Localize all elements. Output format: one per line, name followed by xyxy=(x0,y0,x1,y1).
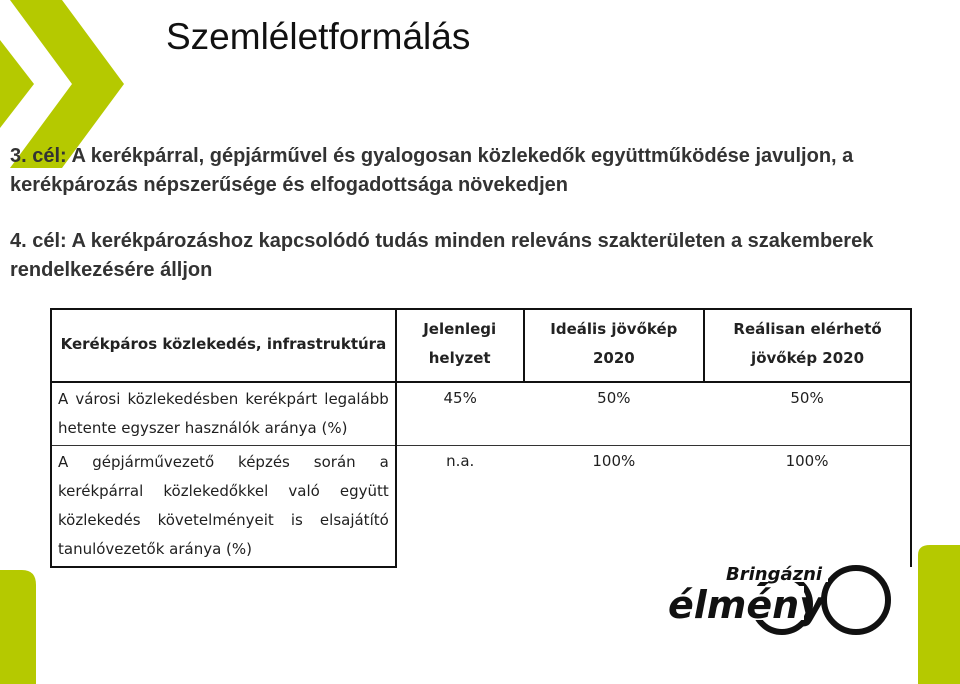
row-current-value: n.a. xyxy=(446,452,475,470)
logo-text-top: Bringázni xyxy=(726,564,823,585)
header-current: Jelenlegi helyzet xyxy=(396,309,524,382)
page-title: Szemléletformálás xyxy=(166,16,471,57)
bringazni-elmeny-logo xyxy=(664,558,894,638)
goal-3-text: 3. cél: A kerékpárral, gépjárművel és gyalogosan közlekedők együttműködése javuljon, a kerékpározás népszerűsége és elfogadottsága növekedjen xyxy=(10,145,854,196)
header-ideal: Ideális jövőkép 2020 xyxy=(524,309,705,382)
header-realistic: Reálisan elérhető jövőkép 2020 xyxy=(704,309,911,382)
table-row xyxy=(51,382,911,446)
indicator-table xyxy=(50,308,912,568)
logo-text-main: élmény xyxy=(668,583,824,627)
row-label: A városi közlekedésben kerékpárt legalább hetente egyszer használók aránya (%) xyxy=(51,382,396,446)
row-realistic-value: 50% xyxy=(704,382,911,446)
table-header-row xyxy=(51,309,911,382)
header-category: Kerékpáros közlekedés, infrastruktúra xyxy=(51,309,396,382)
row-ideal-value: 50% xyxy=(524,382,705,446)
goal-4-text: 4. cél: A kerékpározáshoz kapcsolódó tudás minden releváns szakterületen a szakemberek rendelkezésére álljon xyxy=(10,230,874,281)
row-current-value: 45% xyxy=(396,382,524,446)
row-label: A gépjárművezető képzés során a kerékpárral közlekedőkkel való együtt közlekedés követelményeit is elsajátító tanulóvezetők aránya (%) xyxy=(51,446,396,568)
row-realistic-value: 100% xyxy=(704,446,911,568)
table-row xyxy=(51,446,911,568)
row-ideal-value: 100% xyxy=(592,452,636,470)
